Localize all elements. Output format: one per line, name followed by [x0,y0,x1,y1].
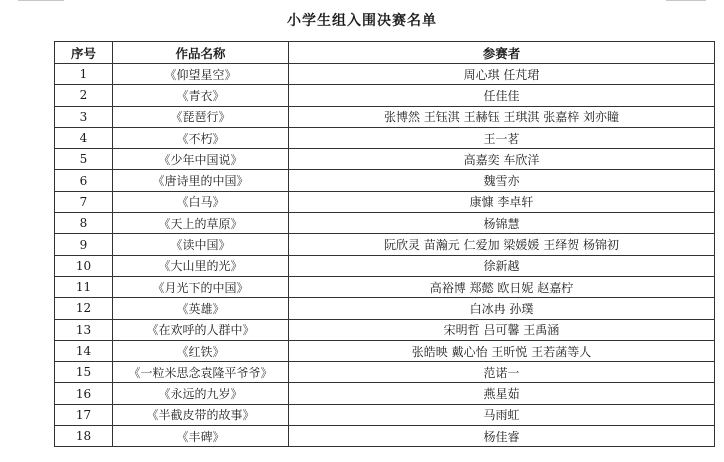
participants-cell: 杨锦慧 [289,213,715,234]
table-row [55,85,715,106]
participants-cell: 燕星茹 [289,383,715,404]
row-number-cell: 9 [55,234,113,255]
row-number-cell: 2 [55,85,113,106]
row-number-cell: 17 [55,404,113,425]
table-row [55,383,715,404]
row-number-cell: 13 [55,319,113,340]
page-title: 小学生组入围决赛名单 [287,13,437,29]
row-number-cell: 3 [55,106,113,127]
table-row [55,170,715,191]
work-title-cell: 《丰碑》 [113,426,289,447]
table-row [55,340,715,361]
column-header-participants: 参赛者 [289,42,715,64]
work-title-cell: 《永远的九岁》 [113,383,289,404]
row-number-cell: 16 [55,383,113,404]
work-title-cell: 《青衣》 [113,85,289,106]
table-row [55,404,715,425]
table-row [55,426,715,447]
row-number-cell: 7 [55,191,113,212]
finalist-table [54,41,715,447]
participants-cell: 魏雪亦 [289,170,715,191]
participants-cell: 白冰冉 孙璞 [289,298,715,319]
table-row [55,106,715,127]
table-row [55,298,715,319]
table-row [55,362,715,383]
row-number-cell: 12 [55,298,113,319]
work-title-cell: 《仰望星空》 [113,64,289,85]
participants-cell: 阮欣灵 苗瀚元 仁爱加 梁媛媛 王绎贺 杨锦初 [289,234,715,255]
participants-cell: 马雨虹 [289,404,715,425]
work-title-cell: 《琵琶行》 [113,106,289,127]
participants-cell: 杨佳睿 [289,426,715,447]
participants-cell: 张皓映 戴心怡 王昕悦 王若菡等人 [289,340,715,361]
row-number-cell: 4 [55,127,113,148]
row-number-cell: 10 [55,255,113,276]
row-number-cell: 8 [55,213,113,234]
row-number-cell: 5 [55,149,113,170]
column-header-work: 作品名称 [113,42,289,64]
table-header-row [55,42,715,64]
table-row [55,276,715,297]
participants-cell: 高嘉奕 车欣洋 [289,149,715,170]
work-title-cell: 《白马》 [113,191,289,212]
participants-cell: 宋明哲 吕可馨 王禹涵 [289,319,715,340]
participants-cell: 高裕博 郑懿 欧日妮 赵嘉柠 [289,276,715,297]
page-edge-mark-right [666,0,706,1]
participants-cell: 王一茗 [289,127,715,148]
table-row [55,64,715,85]
work-title-cell: 《在欢呼的人群中》 [113,319,289,340]
work-title-cell: 《英雄》 [113,298,289,319]
table-row [55,255,715,276]
work-title-cell: 《读中国》 [113,234,289,255]
table-row [55,234,715,255]
table-row [55,213,715,234]
row-number-cell: 6 [55,170,113,191]
participants-cell: 张博然 王钰淇 王赫钰 王琪淇 张嘉梓 刘亦瞳 [289,106,715,127]
work-title-cell: 《红铁》 [113,340,289,361]
work-title-cell: 《月光下的中国》 [113,276,289,297]
row-number-cell: 18 [55,426,113,447]
participants-cell: 康慷 李卓轩 [289,191,715,212]
participants-cell: 徐新越 [289,255,715,276]
table-row [55,127,715,148]
work-title-cell: 《大山里的光》 [113,255,289,276]
page-edge-mark-left [18,0,64,1]
work-title-cell: 《天上的草原》 [113,213,289,234]
work-title-cell: 《半截皮带的故事》 [113,404,289,425]
participants-cell: 范诺一 [289,362,715,383]
work-title-cell: 《少年中国说》 [113,149,289,170]
participants-cell: 任佳佳 [289,85,715,106]
work-title-cell: 《一粒米思念袁隆平爷爷》 [113,362,289,383]
work-title-cell: 《唐诗里的中国》 [113,170,289,191]
row-number-cell: 14 [55,340,113,361]
table-body [55,64,715,447]
table-row [55,191,715,212]
row-number-cell: 11 [55,276,113,297]
table-row [55,319,715,340]
work-title-cell: 《不朽》 [113,127,289,148]
participants-cell: 周心琪 任芃珺 [289,64,715,85]
column-header-number: 序号 [55,42,113,64]
row-number-cell: 1 [55,64,113,85]
table-row [55,149,715,170]
row-number-cell: 15 [55,362,113,383]
